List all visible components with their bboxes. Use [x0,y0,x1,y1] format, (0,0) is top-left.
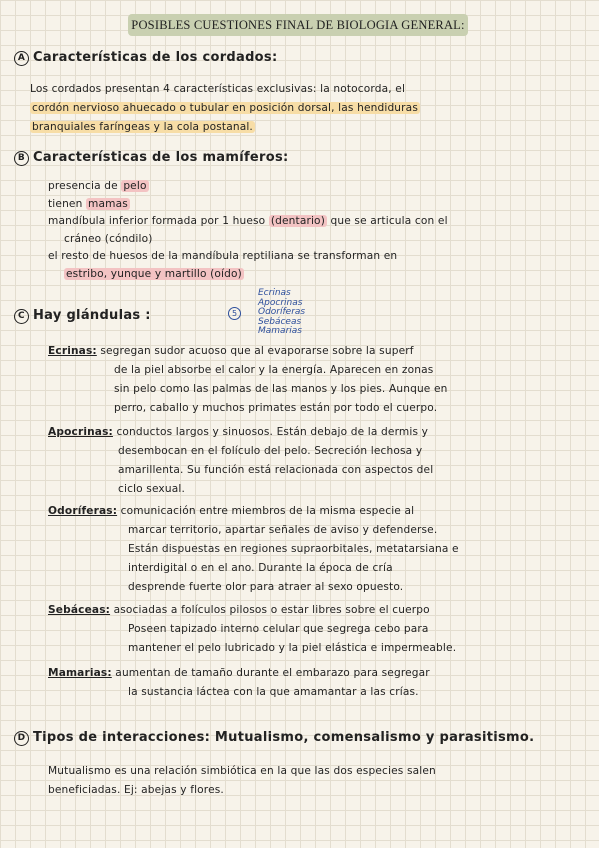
list-item [48,266,588,284]
gland-apocrinas: Apocrinas: conductos largos y sinuosos. Están debajo de la dermis y desembocan en el folículo del pelo. Secreción lechosa y amarillenta. Su función está relacionada con aspectos del ciclo sexual. [48,426,434,495]
list-item: presencia de pelo [48,180,147,192]
gland-odoriferas: Odoríferas: comunicación entre miembros de la misma especie al marcar territorio, apartar señales de aviso y defenderse. Están dispuestas en regiones supraorbitales, metatarsiana e interdigital o en el ano. Durante la época de cría desprende fuerte olor para atraer al sexo opuesto. [48,505,459,593]
gland-term: Ecrinas: [48,345,97,357]
gland-sebaceas: Sebáceas: asociadas a folículos pilosos o estar libres sobre el cuerpo Poseen tapizado interno celular que segrega cebo para mantener el pelo lubricado y la piel elástica e impermeable. [48,604,457,654]
highlighted-text: mamas [87,197,128,210]
section-a-heading [14,50,277,66]
list-item: cráneo (cóndilo) [64,232,153,245]
section-marker: A [14,51,29,66]
section-c-heading [14,308,151,324]
section-b-list [48,178,588,283]
section-heading-text: Tipos de interacciones: Mutualismo, comensalismo y parasitismo. [33,730,535,745]
highlighted-text: estribo, yunque y martillo (oído) [66,267,242,280]
gland-term: Odoríferas: [48,505,118,517]
highlighted-text: cordón nervioso ahuecado o tubular en posición dorsal, las hendiduras [32,102,418,114]
gland-list-annotation [258,289,305,337]
highlighted-text: pelo [123,180,147,192]
gland-term: Sebáceas: [48,604,111,616]
section-d-heading [14,730,534,746]
list-item: mandíbula inferior formada por 1 hueso (dentario) que se articula con el [48,215,448,227]
text-line: Los cordados presentan 4 características exclusivas: la notocorda, el [30,83,406,95]
highlighted-text: branquiales faríngeas y la cola postanal. [32,121,253,133]
section-a-text [30,80,590,137]
list-item: Sebáceas [258,316,302,327]
section-heading-text: Características de los cordados: [33,50,278,65]
section-heading-text: Características de los mamíferos: [33,150,289,165]
list-item: Mamarias [258,326,302,336]
section-marker: B [14,151,29,166]
section-marker: D [14,731,29,746]
list-item: Odoríferas [258,307,306,317]
list-item: el resto de huesos de la mandíbula reptiliana se transforman en [48,250,398,262]
text-line: Mutualismo es una relación simbiótica en la que las dos especies salen [48,765,436,777]
list-item: Ecrinas [258,288,291,298]
count-annotation: 5 [228,307,241,320]
highlighted-text: (dentario) [270,215,325,227]
section-marker: C [14,309,29,324]
section-b-heading [14,150,289,166]
section-heading-text: Hay glándulas : [33,308,151,323]
gland-term: Mamarias: [48,667,112,679]
list-item: Apocrinas [258,297,303,308]
list-item: tienen mamas [48,197,128,210]
gland-mamarias: Mamarias: aumentan de tamaño durante el embarazo para segregar la sustancia láctea con la que amamantar a las crías. [48,667,430,698]
gland-term: Apocrinas: [48,426,113,438]
page-title: POSIBLES CUESTIONES FINAL DE BIOLOGIA GENERAL: [128,14,468,36]
text-line: beneficiadas. Ej: abejas y flores. [48,784,224,796]
section-d-text [48,762,593,800]
gland-ecrinas: Ecrinas: segregan sudor acuoso que al evaporarse sobre la superf de la piel absorbe el calor y la energía. Aparecen en zonas sin pelo como las palmas de las manos y los pies. Aunque en perro, caballo y muchos primates están por todo el cuerpo. [48,345,448,414]
